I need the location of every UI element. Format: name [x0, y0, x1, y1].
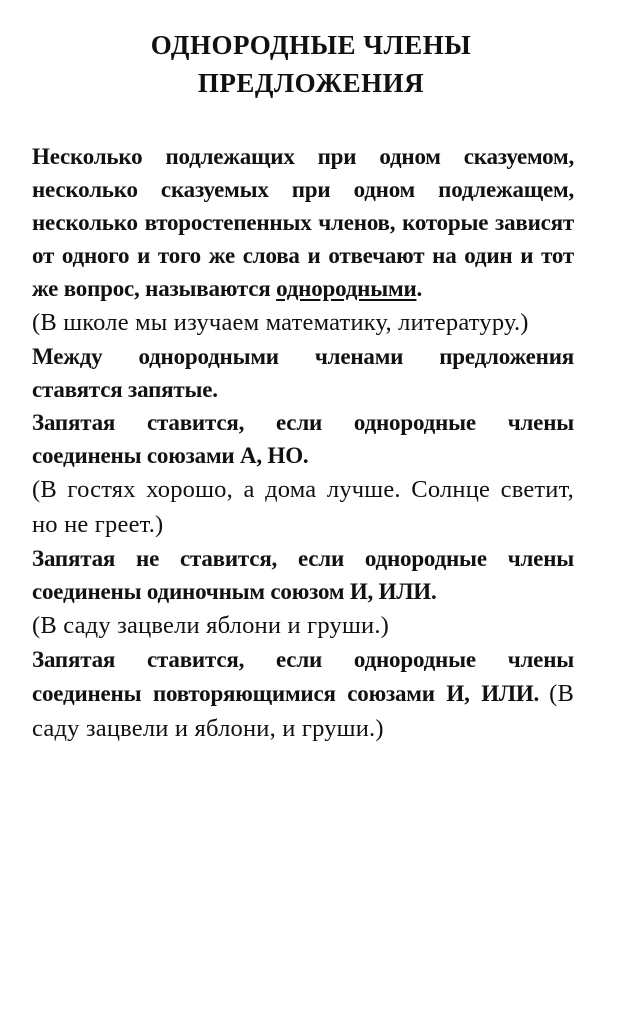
- example-a-no: (В гостях хорошо, а дома лучше. Солнце светит, но не греет.): [32, 476, 574, 538]
- page-title-line-2: ПРЕДЛОЖЕНИЯ: [197, 68, 425, 98]
- rule-definition-end: .: [416, 276, 423, 301]
- content: [32, 140, 574, 746]
- rule-definition: [32, 140, 574, 305]
- example-repeated-i: (В саду зацвели и яблони, и груши.): [32, 680, 575, 742]
- term-odnorodnymi: однородными: [276, 276, 417, 301]
- example-single-i: (В саду зацвели яблони и груши.): [32, 612, 390, 639]
- rule-single-i-ili: Запятая не ставится, если однородные члены соединены одиночным союзом И, ИЛИ.: [32, 546, 574, 604]
- example-1: (В школе мы изучаем математику, литературу.): [32, 309, 529, 336]
- rule-a-no: Запятая ставится, если однородные члены соединены союзами А, НО.: [32, 410, 574, 468]
- rule-repeated-i-ili: [32, 643, 574, 746]
- page-title-line-1: ОДНОРОДНЫЕ ЧЛЕНЫ: [150, 30, 472, 60]
- rule-commas: Между однородными членами предложения ставятся запятые.: [32, 344, 574, 402]
- rule-definition-text: Несколько подлежащих при одном сказуемом, несколько сказуемых при одном подлежащем, несколько второстепенных членов, которые зависят от одного и того же слова и отвечают на один и тот же вопрос, называются: [32, 144, 574, 301]
- rule-repeated-text: Запятая ставится, если однородные члены соединены повторяющимися союзами И, ИЛИ.: [32, 647, 574, 706]
